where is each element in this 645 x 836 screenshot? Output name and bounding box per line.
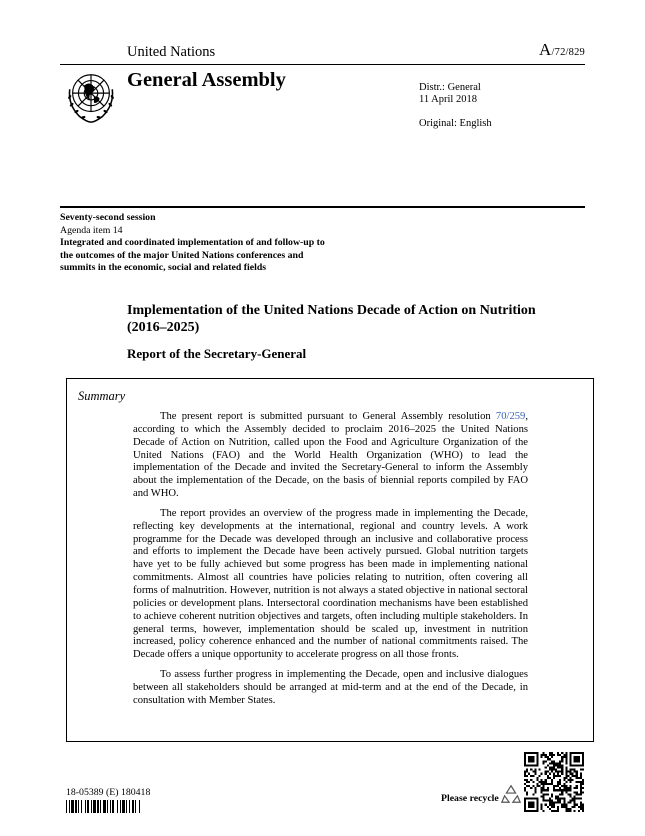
distribution-info <box>419 82 481 106</box>
summary-paragraph-2: The report provides an overview of the progress made in implementing the Decade, reflecting key developments at the international, regional and country levels. A work programme for the Decade was developed through an inclusive and collaborative process and efforts to implement the Decade have been actively pursued. Global nutrition targets have yet to be fully achieved but some progress has been made in implementing national commitments. Almost all countries have policies relating to nutrition, often covering all forms of malnutrition. However, nutrition is not always a stated objective in national sectoral policies or development plans. Intersectoral coordination mechanisms have been established to achieve coherent nutrition objectives and targets, often including multiple stakeholders. In general terms, however, implementation should be scaled up, investment in nutrition increased, policy coherence enhanced and the number of national commitments raised. The Decade offers a unique opportunity to accelerate progress on all those fronts. <box>133 507 528 661</box>
recycle-label: Please recycle <box>441 793 499 804</box>
document-symbol <box>539 40 585 60</box>
symbol-main: A <box>539 40 552 59</box>
summary-label: Summary <box>78 389 126 403</box>
document-date: 11 April 2018 <box>419 94 477 105</box>
report-subtitle: Report of the Secretary-General <box>127 346 307 361</box>
document-number: 18-05389 (E) 180418 <box>66 787 151 798</box>
summary-p1-start: The present report is submitted pursuant to General Assembly resolution <box>160 411 496 422</box>
distribution-label: Distr.: General <box>419 82 481 93</box>
original-language: Original: English <box>419 118 492 129</box>
document-title: Implementation of the United Nations Decade of Action on Nutrition (2016–2025) <box>127 303 536 335</box>
session-block <box>60 212 340 275</box>
session-name: Seventy-second session <box>60 212 156 223</box>
un-emblem-icon <box>62 68 120 126</box>
symbol-rest: /72/829 <box>551 47 585 58</box>
organization-name: United Nations <box>127 44 216 60</box>
general-assembly-title: General Assembly <box>127 69 286 91</box>
barcode-icon <box>66 800 176 813</box>
resolution-link[interactable]: 70/259 <box>495 411 526 422</box>
session-rule <box>60 206 585 208</box>
summary-paragraph-1 <box>133 411 528 501</box>
summary-p1-end: , according to which the Assembly decided to proclaim 2016–2025 the United Nations Decade of Action on Nutrition, called upon the Food and Agriculture Organization of the United Nations (FAO) and the World Health Organization (WHO) to lead the implementation of the Decade and invited the Secretary-General to inform the Assembly about the implementation of the Decade, on the basis of biennial reports compiled by FAO and WHO. <box>133 411 528 500</box>
qr-code-icon <box>524 752 584 812</box>
summary-text <box>133 411 528 715</box>
agenda-item: Agenda item 14 <box>60 224 123 236</box>
agenda-title: Integrated and coordinated implementation of and follow-up to the outcomes of the major United Nations conferences and summits in the economic, social and related fields <box>60 237 325 273</box>
recycle-icon <box>500 783 522 805</box>
summary-paragraph-3: To assess further progress in implementing the Decade, open and inclusive dialogues between all stakeholders should be arranged at mid-term and at the end of the Decade, in consultation with Member States. <box>133 669 528 706</box>
header-rule <box>60 64 585 65</box>
